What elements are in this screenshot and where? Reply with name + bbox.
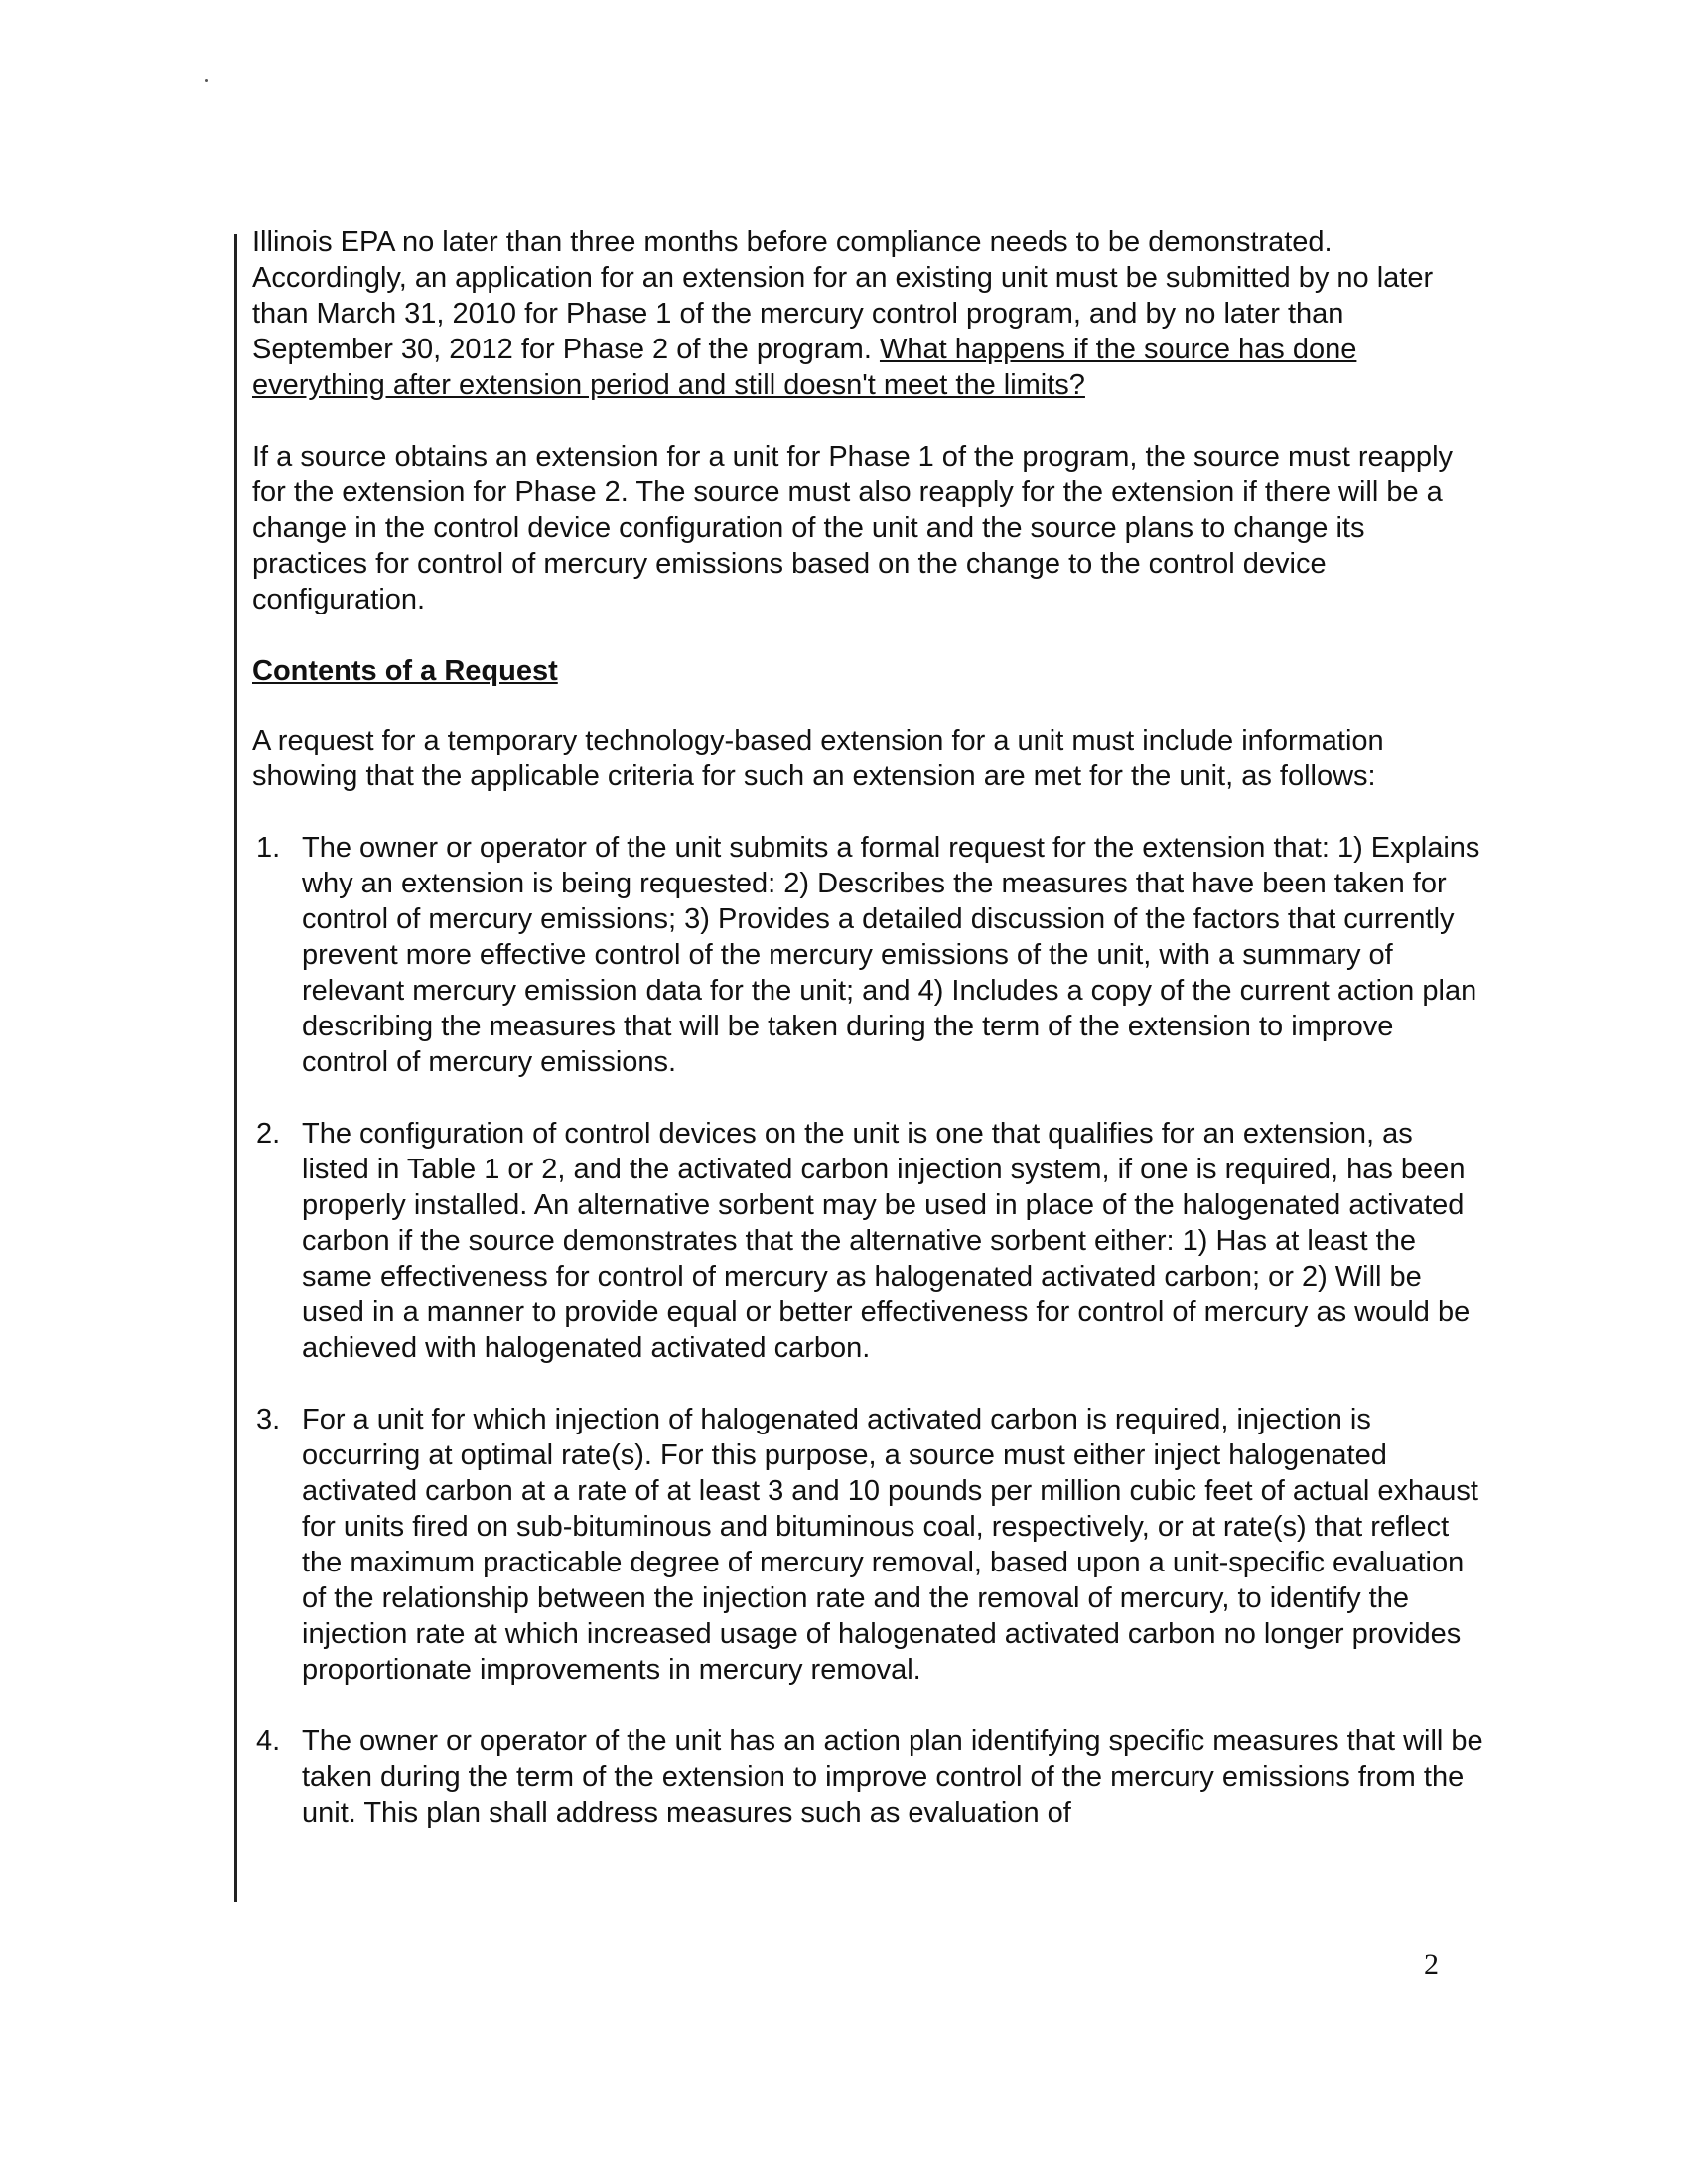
section-heading: Contents of a Request [252, 655, 558, 687]
paragraph-reapply: If a source obtains an extension for a unit for Phase 1 of the program, the source must reapply for the extension for Phase 2. The source must also reapply for the extension if there will be a change in the control device configuration of the unit and the source plans to change its practices for control of mercury emissions based on the change to the control device configuration. [252, 441, 1454, 615]
list-item [252, 830, 1483, 1080]
list-item-text: The owner or operator of the unit has an action plan identifying specific measures that will be taken during the term of the extension to improve control of the mercury emissions from the unit. This plan shall address measures such as evaluation of [302, 1725, 1483, 1829]
list-item [252, 1723, 1483, 1831]
list-item-text: The owner or operator of the unit submits a formal request for the extension that: 1) Explains why an extension is being requested: 2) Describes the measures that have been taken for control of mercury emissions; 3) Provides a detailed discussion of the factors that currently prevent more effective control of the mercury emissions of the unit, with a summary of relevant mercury emission data for the unit; and 4) Includes a copy of the current action plan describing the measures that will be taken during the term of the extension to improve control of mercury emissions. [302, 832, 1480, 1078]
revision-change-bar [234, 234, 237, 1902]
criteria-list [252, 830, 1483, 1831]
list-number: 2. [256, 1118, 281, 1150]
scan-speck [205, 79, 208, 82]
paragraph-text: Illinois EPA no later than three months before compliance needs to be demonstrated. Accordingly, an application for an extension for an existing unit must be submitted by no later than March 31, 2010 for Phase 1 of the mercury control program, and by no later than September 30, 2012 for Phase 2 of the program. [252, 226, 1434, 365]
list-number: 4. [256, 1725, 281, 1757]
list-item [252, 1116, 1483, 1366]
list-item [252, 1402, 1483, 1688]
list-number: 3. [256, 1404, 281, 1435]
list-item-text: The configuration of control devices on the unit is one that qualifies for an extension, as listed in Table 1 or 2, and the activated carbon injection system, if one is required, has been properly installed. An alternative sorbent may be used in place of the halogenated activated carbon if the source demonstrates that the alternative sorbent either: 1) Has at least the same effectiveness for control of mercury as halogenated activated carbon; or 2) Will be used in a manner to provide equal or better effectiveness for control of mercury as would be achieved with halogenated activated carbon. [302, 1118, 1471, 1364]
underlined-comment: What happens if the source has done everything after extension period and still doesn't meet the limits? [252, 334, 1357, 401]
paragraph-continuation [252, 224, 1483, 403]
list-item-text: For a unit for which injection of halogenated activated carbon is required, injection is occurring at optimal rate(s). For this purpose, a source must either inject halogenated activated carbon at a rate of at least 3 and 10 pounds per million cubic feet of actual exhaust for units fired on sub-bituminous and bituminous coal, respectively, or at rate(s) that reflect the maximum practicable degree of mercury removal, based upon a unit-specific evaluation of the relationship between the injection rate and the removal of mercury, to identify the injection rate at which increased usage of halogenated activated carbon no longer provides proportionate improvements in mercury removal. [302, 1404, 1478, 1686]
list-number: 1. [256, 832, 281, 864]
document-body [252, 224, 1483, 1866]
page-number: 2 [1424, 1948, 1439, 1980]
section-intro: A request for a temporary technology-based extension for a unit must include information showing that the applicable criteria for such an extension are met for the unit, as follows: [252, 725, 1384, 792]
